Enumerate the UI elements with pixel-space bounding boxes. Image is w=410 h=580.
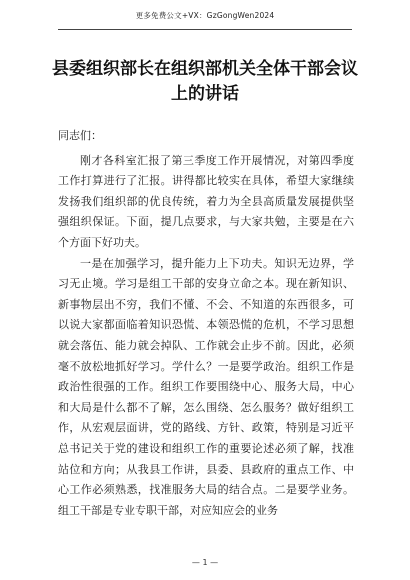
page-number: — 1 —	[191, 558, 219, 567]
document-body	[58, 126, 354, 521]
document-title	[50, 57, 360, 107]
title-line-2: 上的讲话	[171, 84, 239, 104]
header-divider	[58, 29, 352, 30]
salutation: 同志们：	[58, 129, 102, 142]
title-line-1: 县委组织部长在组织部机关全体干部会议	[52, 59, 358, 79]
paragraph-1: 刚才各科室汇报了第三季度工作开展情况，对第四季度工作打算进行了汇报。讲得都比较实在具体，希望大家继续发扬我们组织部的优良传统，着力为全县高质量发展提供坚强组织保证。下面，提几点要求，与大家共勉，主要是在六个方面下好功夫。	[58, 153, 354, 249]
header-note: 更多免费公文+VX：GzGongWen2024	[135, 11, 275, 20]
paragraph-2: 一是在加强学习，提升能力上下功夫。知识无边界，学习无止境。学习是组工干部的安身立命之本。现在新知识、新事物层出不穷，我们不懂、不会、不知道的东西很多，可以说大家都面临着知识恐慌、本领恐慌的危机，不学习思想就会落伍、能力就会掉队、工作就会止步不前。因此，必须毫不放松地抓好学习。学什么？一是要学政治。组织工作是政治性很强的工作。组织工作要围绕中心、服务大局，中心和大局是什么都不了解，怎么围绕、怎么服务？做好组织工作，从宏观层面讲，党的路线、方针、政策，特别是习近平总书记关于党的建设和组织工作的重要论述必须了解，找准站位和方向；从我县工作讲，县委、县政府的重点工作、中心工作必须熟悉，找准服务大局的结合点。二是要学业务。组工干部是专业专职干部，对应知应会的业务	[58, 256, 354, 517]
